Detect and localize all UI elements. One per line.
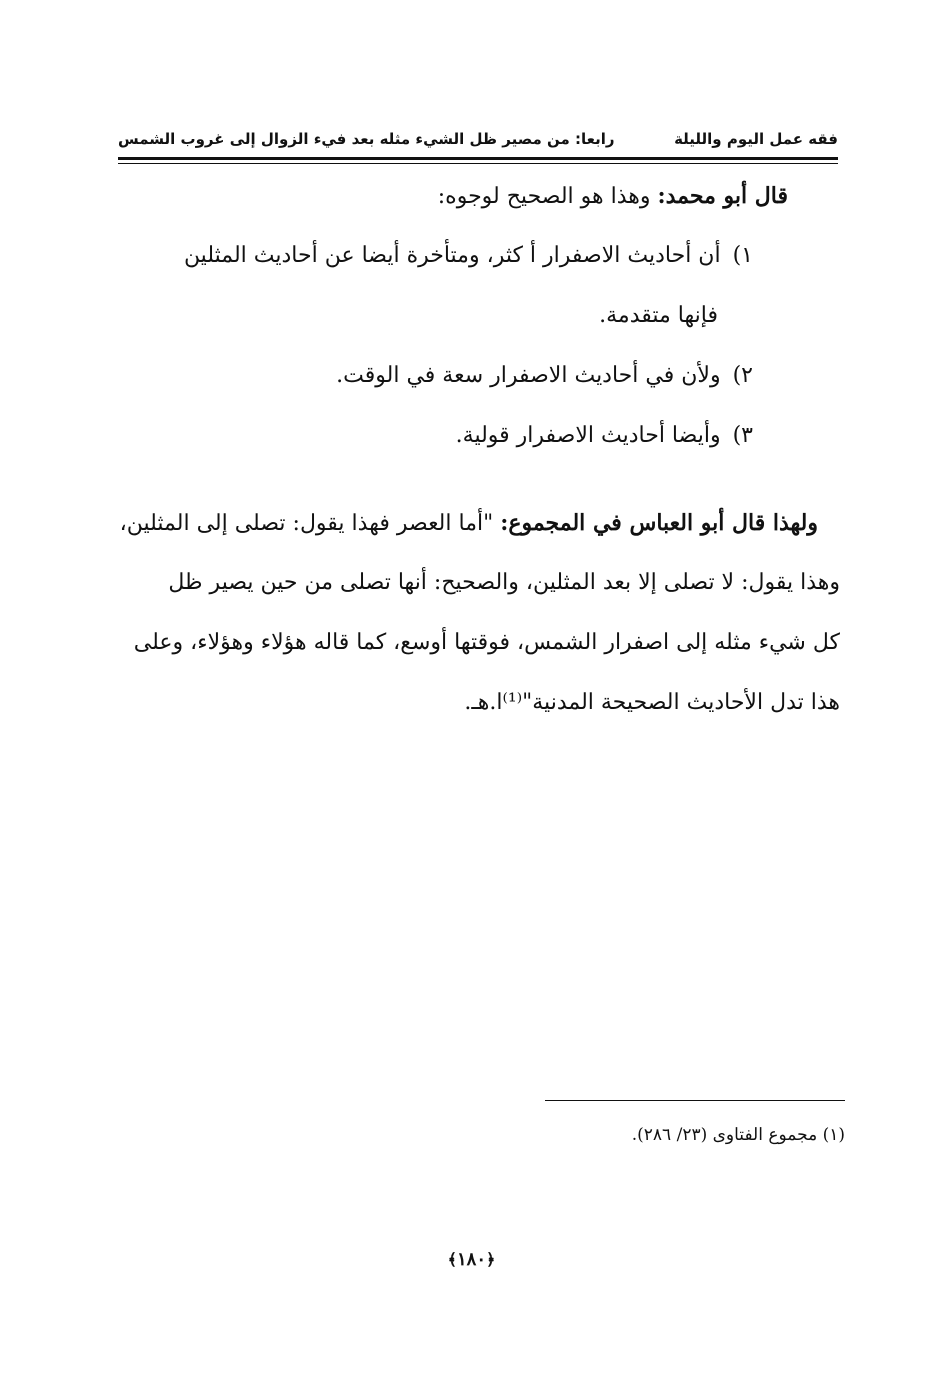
header-book-title: فقه عمل اليوم والليلة — [674, 130, 838, 148]
paragraph-lead: ولهذا قال أبو العباس في المجموع: — [500, 510, 818, 536]
header-rule — [118, 157, 838, 160]
footnote: (١) مجموع الفتاوى (٢٣/ ٢٨٦). — [631, 1125, 845, 1145]
ornament-icon: ﴿ — [486, 1250, 496, 1269]
header-chapter-title: رابعا: من مصير ظل الشيء مثله بعد فيء الزوال إلى غروب الشمس — [118, 130, 615, 148]
paragraph-line-2: وهذا يقول: لا تصلى إلا بعد المثلين، والصحيح: أنها تصلى من حين يصير ظل — [168, 570, 840, 595]
paragraph-line-1 — [120, 503, 818, 544]
intro-text: وهذا هو الصحيح لوجوه: — [437, 184, 658, 209]
footnote-rule — [545, 1100, 845, 1101]
page-number-value: ١٨٠ — [456, 1249, 486, 1270]
header-rule-thin — [118, 163, 838, 164]
paragraph-line-4: هذا تدل الأحاديث الصحيحة المدنية"⁽¹⁾ا.هـ. — [464, 690, 840, 715]
page-number — [0, 1245, 943, 1275]
running-header — [118, 122, 838, 156]
ornament-icon: ﴾ — [447, 1250, 457, 1269]
list-item-text: ولأن في أحاديث الاصفرار سعة في الوقت. — [336, 363, 721, 388]
list-item-text: فإنها متقدمة. — [599, 303, 718, 328]
list-item-number: ٣) — [732, 423, 753, 448]
list-item-text: أن أحاديث الاصفرار أ كثر، ومتأخرة أيضا عن أحاديث المثلين — [183, 243, 721, 268]
list-item-3 — [456, 416, 753, 456]
list-item-1 — [184, 236, 753, 276]
list-item-number: ٢) — [732, 363, 753, 388]
intro-speaker: قال أبو محمد: — [657, 183, 788, 209]
intro-line — [438, 176, 788, 217]
list-item-2 — [336, 356, 753, 396]
list-item-number: ١) — [732, 243, 753, 268]
list-item-1-continued — [599, 296, 718, 336]
list-item-text: وأيضا أحاديث الاصفرار قولية. — [455, 423, 721, 448]
paragraph-line-3: كل شيء مثله إلى اصفرار الشمس، فوقتها أوسع، كما قاله هؤلاء وهؤلاء، وعلى — [133, 630, 840, 655]
paragraph-text: "أما العصر فهذا يقول: تصلى إلى المثلين، — [119, 511, 501, 536]
